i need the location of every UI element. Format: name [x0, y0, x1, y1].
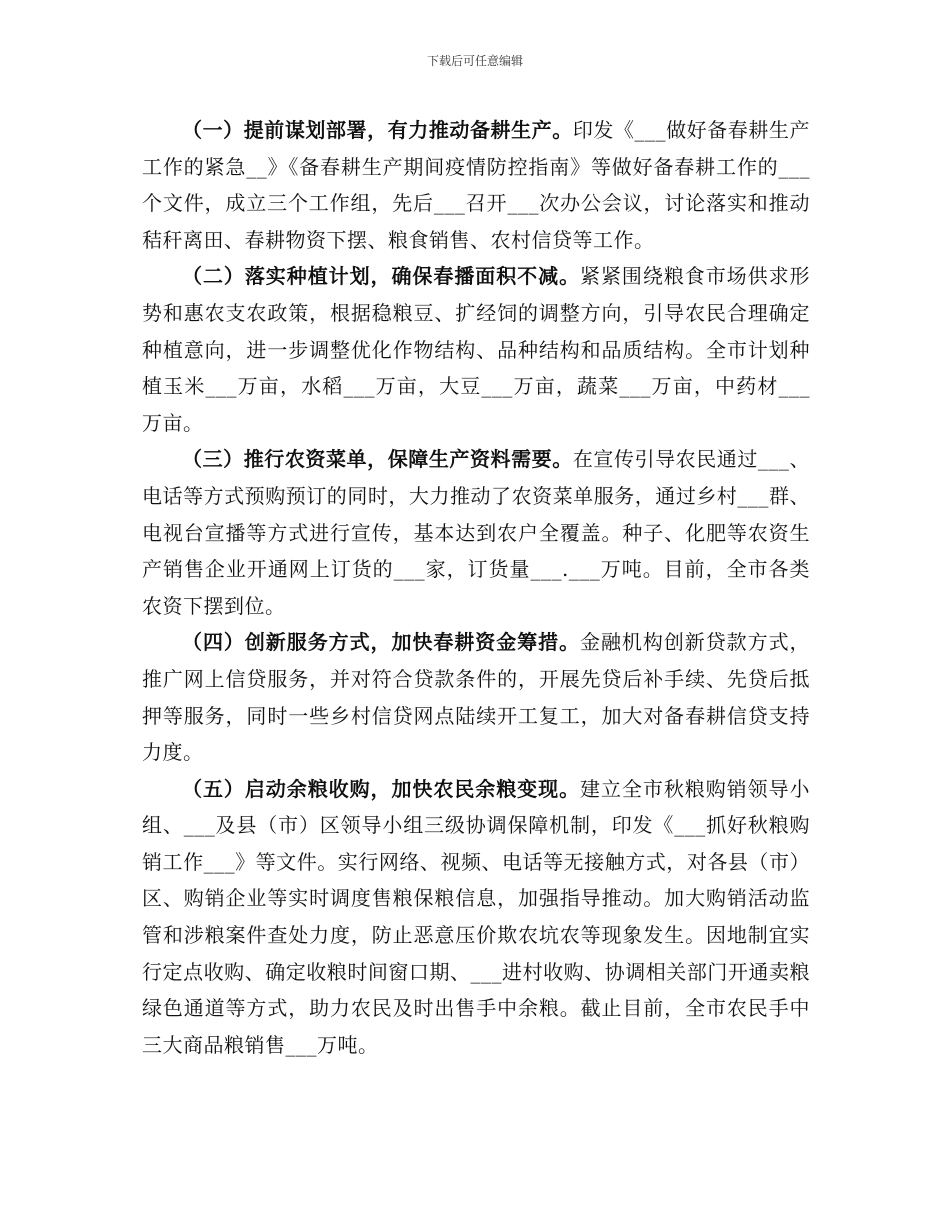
paragraph-4 [142, 624, 810, 770]
paragraph-heading: （二）落实种植计划，确保春播面积不减。 [182, 264, 581, 289]
paragraph-3 [142, 441, 810, 624]
paragraph-heading: （四）创新服务方式，加快春耕资金筹措。 [182, 630, 581, 655]
paragraph-1 [142, 112, 810, 258]
paragraph-5 [142, 771, 810, 1064]
paragraph-heading: （一）提前谋划部署，有力推动备耕生产。 [182, 118, 573, 142]
paragraph-text: 印发《___做好备春耕生产工作的紧急__》《备春耕生产期间疫情防控指南》等做好备春耕工作的___个文件，成立三个工作组，先后___召开___次办公会议，讨论落实和推动秸秆离田、春耕物资下摆、粮食销售、农村信贷等工作。 [142, 118, 811, 252]
paragraph-text: 建立全市秋粮购销领导小组、___及县（市）区领导小组三级协调保障机制，印发《___抓好秋粮购销工作___》等文件。实行网络、视频、电话等无接触方式，对各县（市）区、购销企业等实时调度售粮保粮信息，加强指导推动。加大购销活动监管和涉粮案件查处力度，防止恶意压价欺农坑农等现象发生。因地制宜实行定点收购、确定收粮时间窗口期、___进村收购、协调相关部门开通卖粮绿色通道等方式，助力农民及时出售手中余粮。截止目前，全市农民手中三大商品粮销售___万吨。 [142, 776, 811, 1057]
paragraph-text: 紧紧围绕粮食市场供求形势和惠农支农政策，根据稳粮豆、扩经饲的调整方向，引导农民合理确定种植意向，进一步调整优化作物结构、品种结构和品质结构。全市计划种植玉米___万亩，水稻___万亩，大豆___万亩，蔬菜___万亩，中药材___万亩。 [142, 264, 811, 435]
paragraph-heading: （三）推行农资菜单，保障生产资料需要。 [182, 447, 573, 472]
paragraph-heading: （五）启动余粮收购，加快农民余粮变现。 [182, 776, 581, 801]
paragraph-text: 金融机构创新贷款方式，推广网上信贷服务，并对符合贷款条件的，开展先贷后补手续、先贷后抵押等服务，同时一些乡村信贷网点陆续开工复工，加大对备春耕信贷支持力度。 [142, 630, 811, 765]
page-header: 下载后可任意编辑 [426, 54, 523, 68]
document-body [142, 112, 810, 1063]
paragraph-2 [142, 258, 810, 441]
paragraph-text: 在宣传引导农民通过___、电话等方式预购预订的同时，大力推动了农资菜单服务，通过乡村___群、电视台宣播等方式进行宣传，基本达到农户全覆盖。种子、化肥等农资生产销售企业开通网上订货的___家，订货量___.___万吨。目前，全市各类农资下摆到位。 [142, 447, 811, 618]
